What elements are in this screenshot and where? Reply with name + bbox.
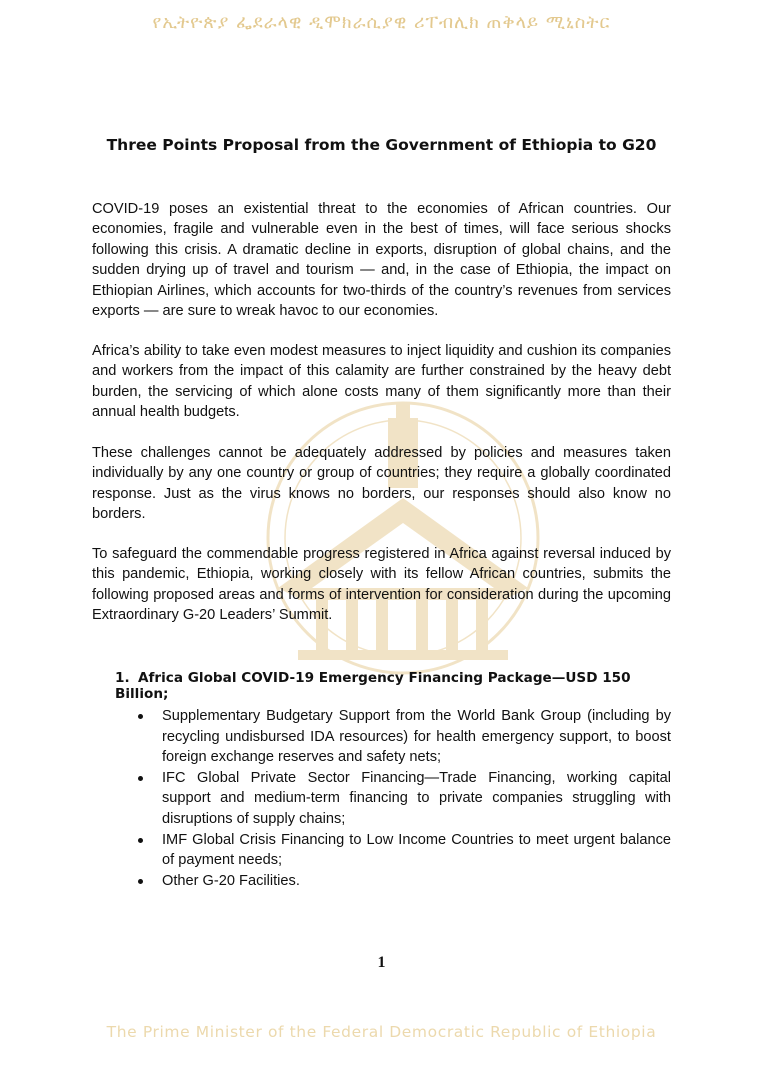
list-item [136, 830, 671, 871]
bullet-icon [138, 714, 143, 719]
section-heading-text: Africa Global COVID-19 Emergency Financing Package—USD 150 Billion; [115, 670, 631, 702]
section-number: 1. [115, 670, 130, 686]
list-item-text: IMF Global Crisis Financing to Low Income Countries to meet urgent balance of payment needs; [162, 831, 671, 869]
page-number: 1 [377, 954, 386, 971]
bullet-icon [138, 838, 143, 843]
letterhead-header: የኢትዮጵያ ፌደራላዊ ዲሞክራሲያዊ ሪፐብሊክ ጠቅላይ ሚኒስትር [152, 12, 611, 33]
list-item-text: Supplementary Budgetary Support from the World Bank Group (including by recycling undisbursed IDA resources) for health emergency support, to boost foreign exchange reserves and safety nets; [162, 708, 671, 766]
list-item [136, 768, 671, 830]
bullet-icon [138, 776, 143, 781]
list-item [136, 706, 671, 768]
section-heading [115, 670, 675, 702]
letterhead-footer: The Prime Minister of the Federal Democratic Republic of Ethiopia [106, 1023, 657, 1041]
paragraph-1: COVID-19 poses an existential threat to the economies of African countries. Our economies, fragile and vulnerable even in the best of times, will face serious shocks following this crisis. A dramatic decline in exports, disruption of global chains, and the sudden drying up of travel and tourism — and, in the case of Ethiopia, the impact on Ethiopian Airlines, which accounts for two-thirds of the country’s revenues from services exports — are sure to wreak havoc to our economies. [92, 201, 671, 320]
list-item-text: IFC Global Private Sector Financing—Trade Financing, working capital support and medium-term financing to private companies struggling with disruptions of supply chains; [162, 769, 671, 827]
document-title: Three Points Proposal from the Government of Ethiopia to G20 [106, 136, 657, 154]
paragraph-4: To safeguard the commendable progress registered in Africa against reversal induced by this pandemic, Ethiopia, working closely with its fellow African countries, submits the following proposed areas and forms of intervention for consideration during the upcoming Extraordinary G-20 Leaders’ Summit. [92, 546, 671, 624]
bullet-icon [138, 879, 143, 884]
list-item-text: Other G-20 Facilities. [162, 872, 300, 889]
paragraph-3: These challenges cannot be adequately addressed by policies and measures taken individually by any one country or group of countries; they require a globally coordinated response. Just as the virus knows no borders, our responses should also know no borders. [92, 445, 671, 523]
list-item [136, 871, 671, 892]
palace-emblem-watermark-icon [238, 388, 568, 678]
paragraph-2: Africa’s ability to take even modest measures to inject liquidity and cushion its companies and workers from the impact of this calamity are further constrained by the heavy debt burden, the servicing of which alone costs many of them significantly more than their annual health budgets. [92, 343, 671, 421]
bullet-list [136, 706, 671, 891]
